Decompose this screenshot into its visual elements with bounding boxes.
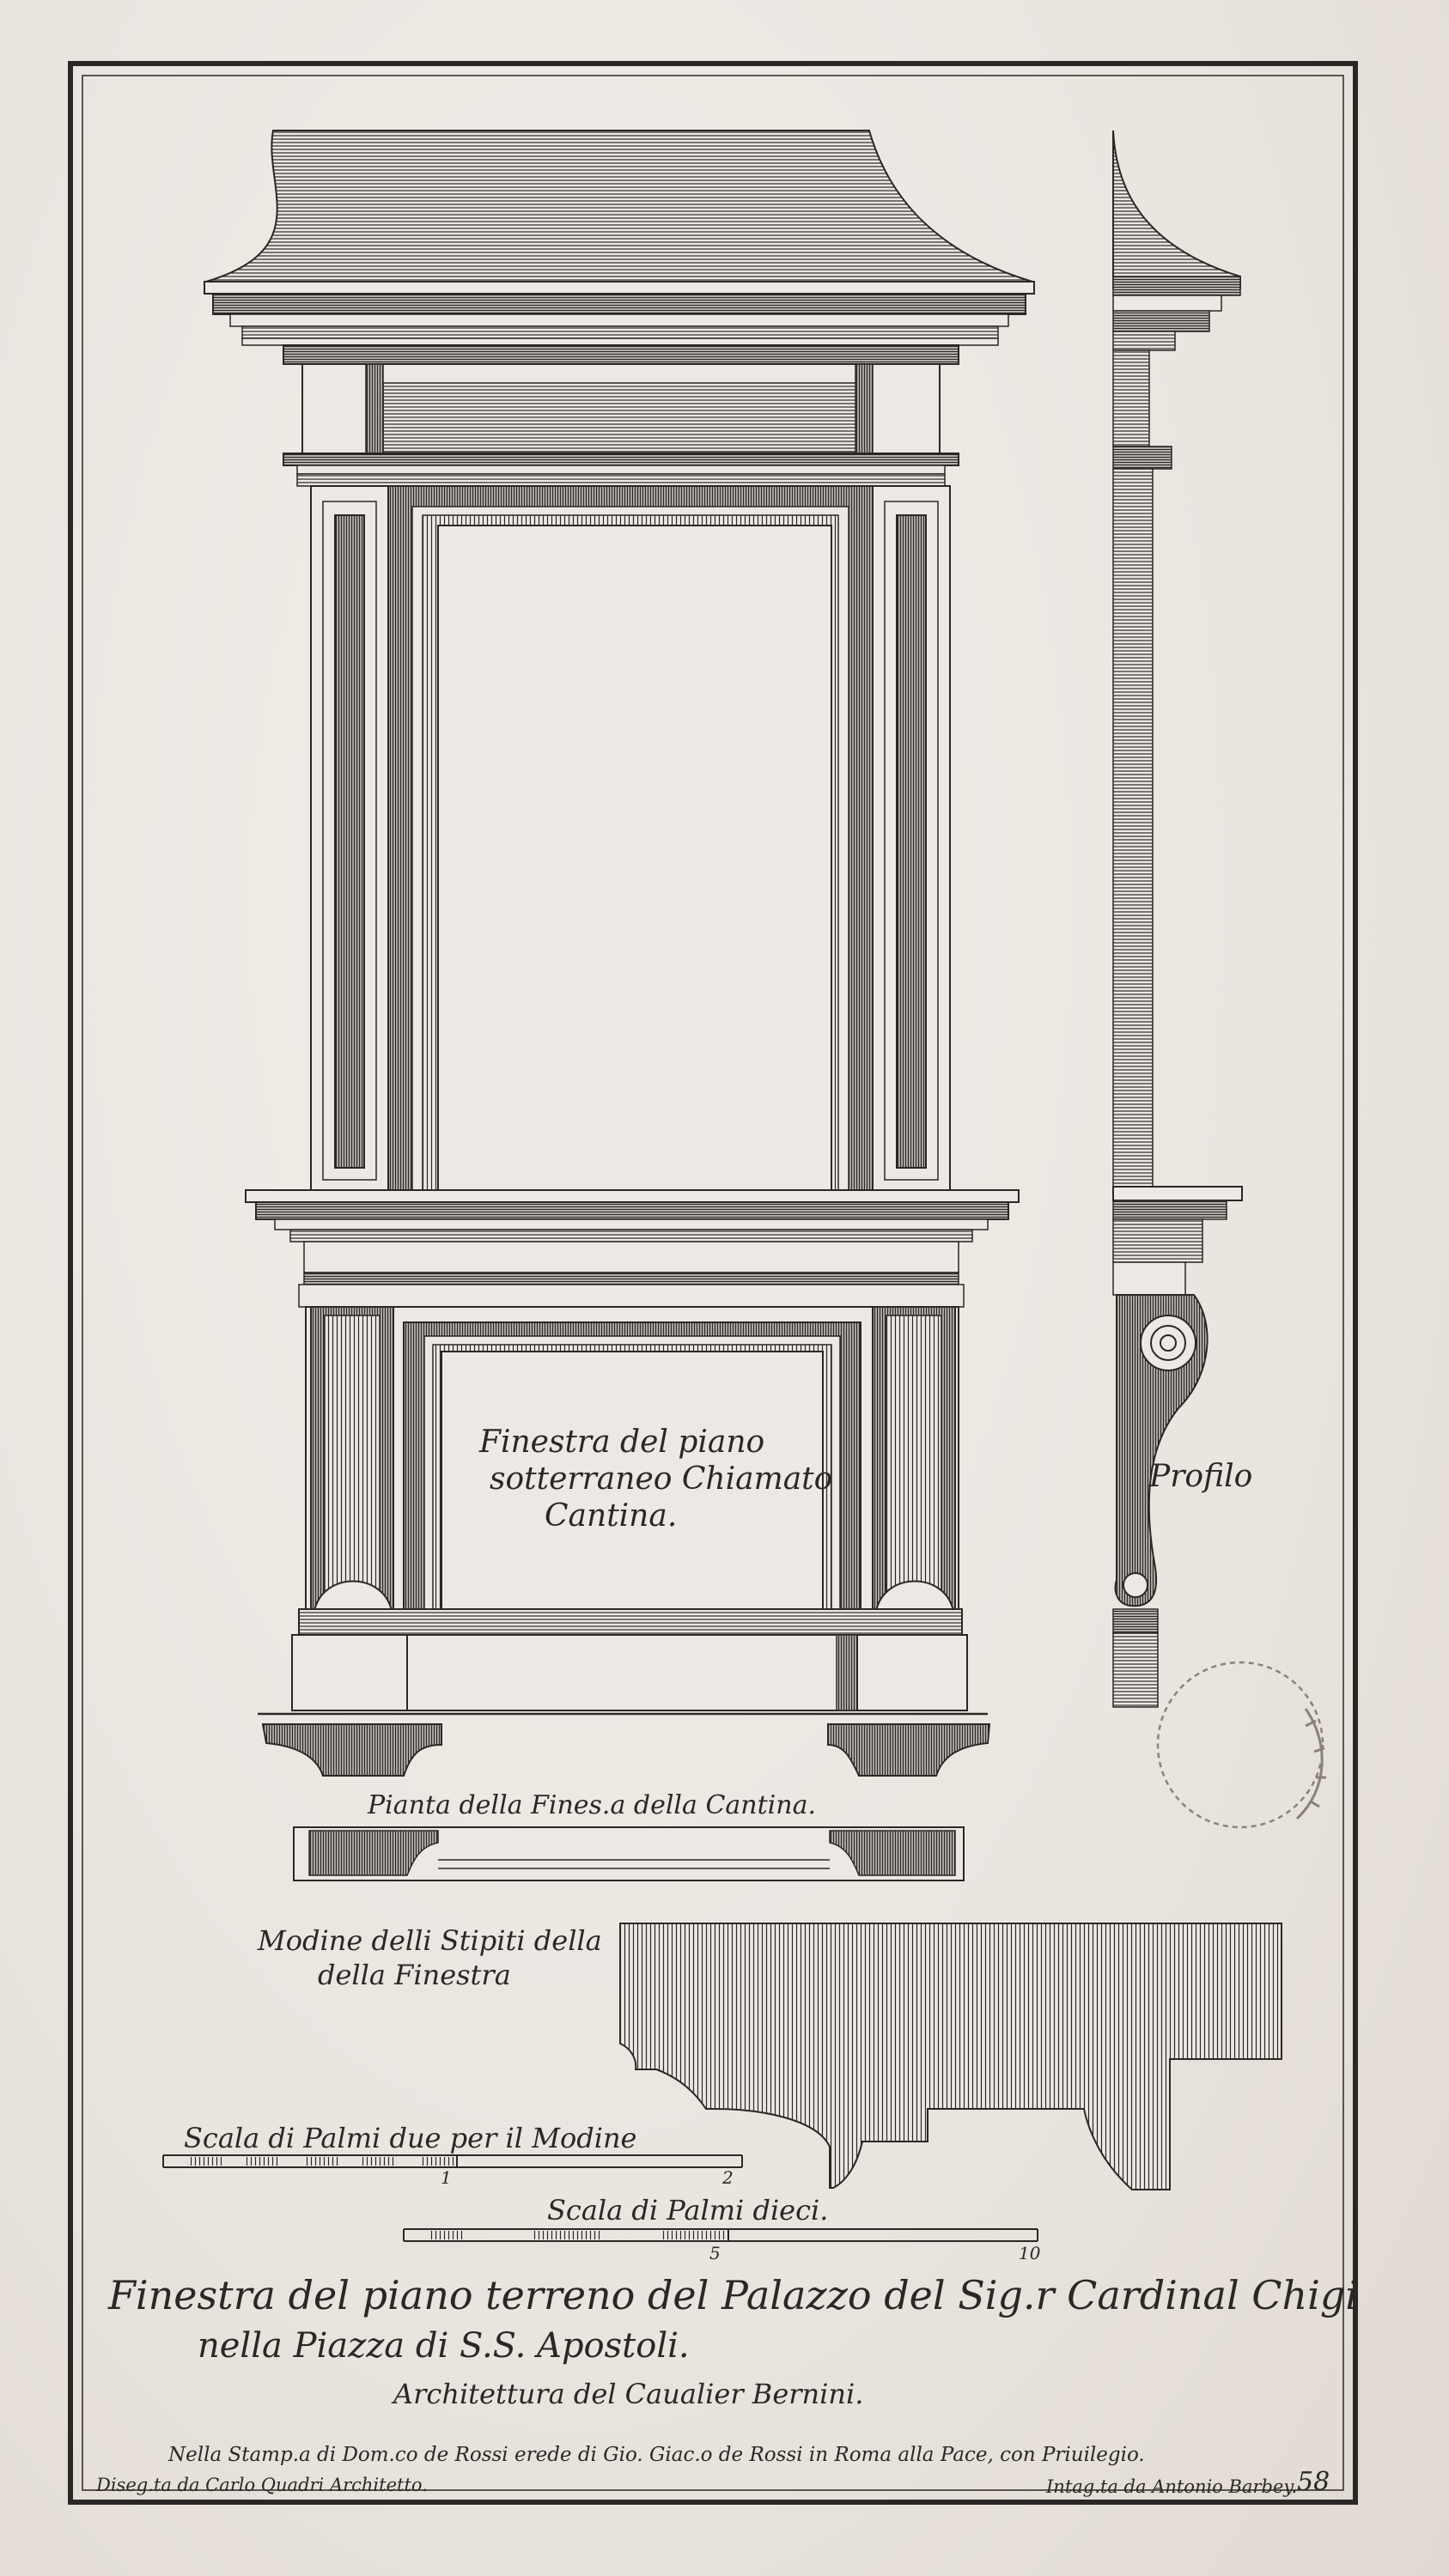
base-section-right: [828, 1724, 989, 1776]
jamb-molding-section: [620, 1923, 1282, 2190]
cantina-caption-line-3: Cantina.: [545, 1498, 678, 1534]
scale-modine-tick-2: 2: [722, 2167, 734, 2188]
profile-caption: Profilo: [1149, 1459, 1253, 1494]
cantina-window-caption: [479, 1424, 832, 1535]
window-cap-roof: [206, 131, 1032, 282]
base-section-left: [263, 1724, 441, 1776]
scale-dieci: [404, 2229, 1038, 2241]
publisher-credit: Nella Stamp.a di Dom.co de Rossi erede di Gio. Giac.o de Rossi in Roma alla Pace, con Priuilegio.: [168, 2444, 1145, 2466]
scale-dieci-label: Scala di Palmi dieci.: [547, 2194, 829, 2227]
collector-stamp: [1158, 1662, 1326, 1827]
plate-title-line-1: Finestra del piano terreno del Palazzo del Sig.r Cardinal Chigi: [108, 2272, 1358, 2318]
cantina-caption-line-1: Finestra del piano: [479, 1425, 765, 1460]
architect-credit: Architettura del Caualier Bernini.: [393, 2378, 864, 2410]
molding-caption: [258, 1923, 602, 1992]
scale-modine-label: Scala di Palmi due per il Modine: [184, 2122, 637, 2154]
scale-modine-tick-1: 1: [441, 2167, 452, 2188]
molding-caption-line-1: Modine delli Stipiti della: [258, 1924, 602, 1957]
molding-caption-line-2: della Finestra: [318, 1959, 511, 1991]
cantina-caption-line-2: sotterraneo Chiamato: [490, 1461, 833, 1498]
plate-title-line-2: nella Piazza di S.S. Apostoli.: [198, 2326, 690, 2366]
scale-dieci-tick-5: 5: [709, 2243, 721, 2263]
engraver-credit: Intag.ta da Antonio Barbey.: [1046, 2476, 1298, 2497]
scale-modine: [163, 2155, 742, 2167]
scale-dieci-tick-10: 10: [1019, 2243, 1041, 2263]
plan-caption: Pianta della Fines.a della Cantina.: [368, 1790, 816, 1820]
designer-credit: Diseg.ta da Carlo Quadri Architetto.: [96, 2475, 428, 2495]
plate-number: 58: [1297, 2467, 1330, 2497]
window-plan: [294, 1827, 964, 1880]
